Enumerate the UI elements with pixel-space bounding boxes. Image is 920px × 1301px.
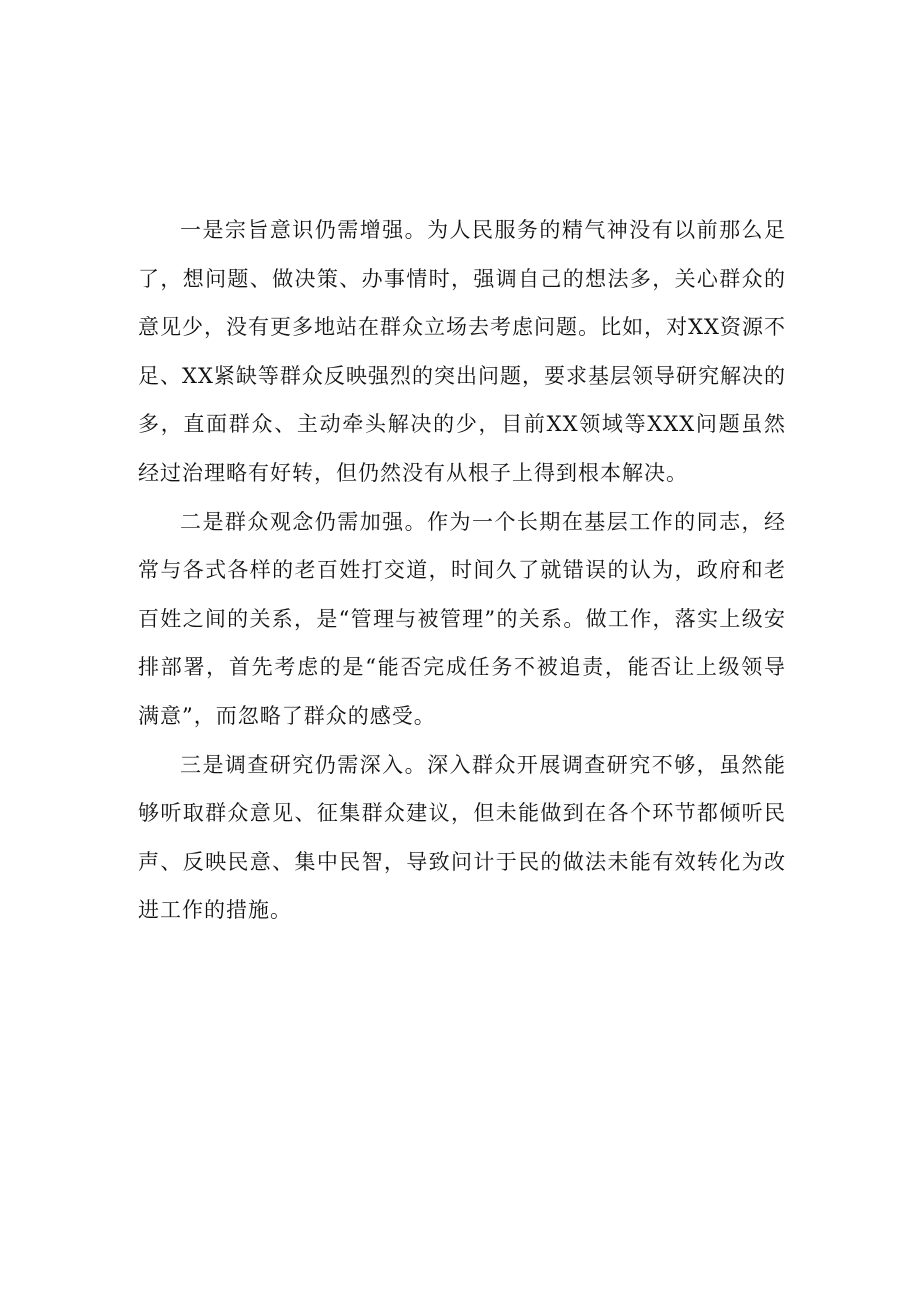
paragraph-1: 一是宗旨意识仍需增强。为人民服务的精气神没有以前那么足了，想问题、做决策、办事情时，强调自己的想法多，关心群众的意见少，没有更多地站在群众立场去考虑问题。比如，对XX资源不足、XX紧缺等群众反映强烈的突出问题，要求基层领导研究解决的多，直面群众、主动牵头解决的少，目前XX领域等XXX问题虽然经过治理略有好转，但仍然没有从根子上得到根本解决。 xyxy=(138,218,786,485)
paragraph-2: 二是群众观念仍需加强。作为一个长期在基层工作的同志，经常与各式各样的老百姓打交道，时间久了就错误的认为，政府和老百姓之间的关系，是“管理与被管理”的关系。做工作，落实上级安排部署，首先考虑的是“能否完成任务不被追责，能否让上级领导满意”，而忽略了群众的感受。 xyxy=(138,509,786,728)
document-body xyxy=(138,206,786,935)
paragraph-3: 三是调查研究仍需深入。深入群众开展调查研究不够，虽然能够听取群众意见、征集群众建议，但未能做到在各个环节都倾听民声、反映民意、集中民智，导致问计于民的做法未能有效转化为改进工作的措施。 xyxy=(138,752,786,923)
